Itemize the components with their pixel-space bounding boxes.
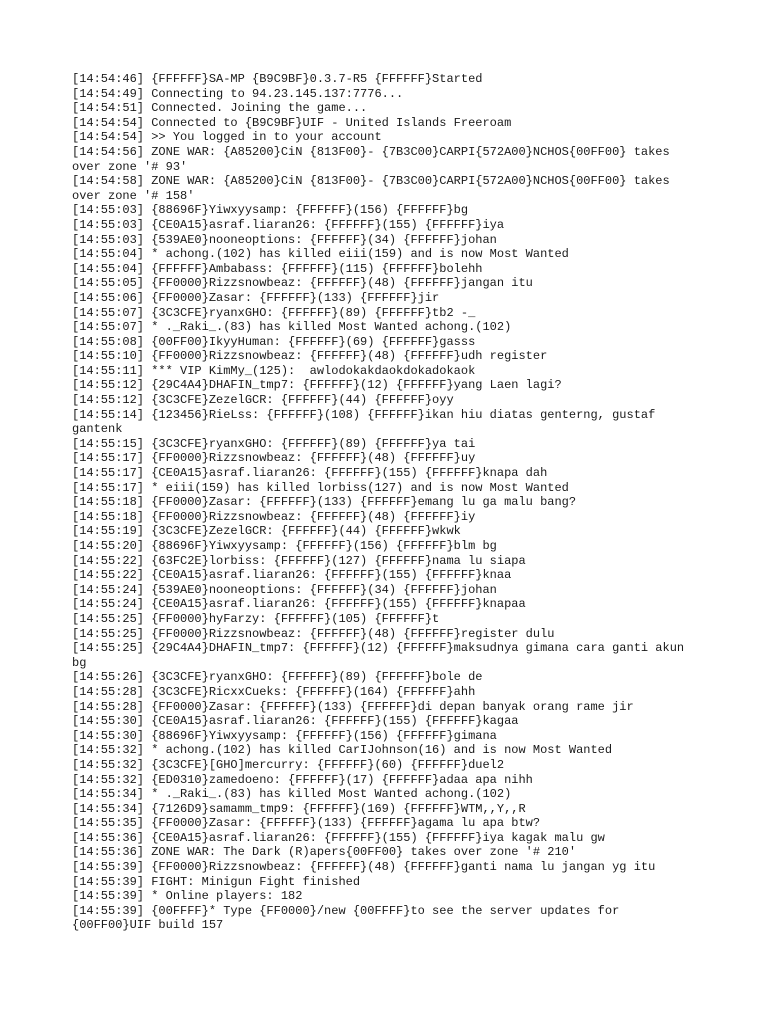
log-line: [14:54:49] Connecting to 94.23.145.137:7776... <box>72 86 404 101</box>
log-line: [14:54:46] {FFFFFF}SA-MP {B9C9BF}0.3.7-R5 {FFFFFF}Started <box>72 72 483 86</box>
log-line: [14:55:36] {CE0A15}asraf.liaran26: {FFFFFF}(155) {FFFFFF}iya kagak malu gw <box>72 830 605 845</box>
log-line: [14:55:20] {88696F}Yiwxyysamp: {FFFFFF}(156) {FFFFFF}blm bg <box>72 539 497 553</box>
log-line: [14:55:25] {FF0000}hyFarzy: {FFFFFF}(105) {FFFFFF}t <box>72 611 440 626</box>
log-line: [14:55:35] {FF0000}Zasar: {FFFFFF}(133) {FFFFFF}agama lu apa btw? <box>72 816 541 831</box>
log-line: [14:55:32] * achong.(102) has killed CarIJohnson(16) and is now Most Wanted <box>72 743 613 758</box>
log-line: [14:54:51] Connected. Joining the game... <box>72 101 368 116</box>
log-line: [14:55:17] {FF0000}Rizzsnowbeaz: {FFFFFF}(48) {FFFFFF}uy <box>72 451 476 466</box>
log-line: [14:55:07] * ._Raki_.(83) has killed Most Wanted achong.(102) <box>72 320 512 335</box>
log-line: [14:55:12] {29C4A4}DHAFIN_tmp7: {FFFFFF}(12) {FFFFFF}yang Laen lagi? <box>72 378 562 393</box>
log-line: [14:55:03] {CE0A15}asraf.liaran26: {FFFFFF}(155) {FFFFFF}iya <box>72 217 505 232</box>
log-line: [14:55:24] {539AE0}nooneoptions: {FFFFFF}(34) {FFFFFF}johan <box>72 582 497 597</box>
log-line: [14:55:36] ZONE WAR: The Dark (R)apers{00FF00} takes over zone '# 210' <box>72 845 577 860</box>
log-line: [14:55:25] {29C4A4}DHAFIN_tmp7: {FFFFFF}(12) {FFFFFF}maksudnya gimana cara ganti akun bg <box>72 641 692 670</box>
log-line: [14:55:22] {63FC2E}lorbiss: {FFFFFF}(127) {FFFFFF}nama lu siapa <box>72 553 526 568</box>
log-line: [14:54:54] >> You logged in to your account <box>72 130 382 145</box>
chat-log <box>72 72 704 933</box>
log-line: [14:55:05] {FF0000}Rizzsnowbeaz: {FFFFFF}(48) {FFFFFF}jangan itu <box>72 276 533 291</box>
log-line: [14:55:34] {7126D9}samamm_tmp9: {FFFFFF}(169) {FFFFFF}WTM,,Y,,R <box>72 801 526 816</box>
log-line: [14:55:15] {3C3CFE}ryanxGHO: {FFFFFF}(89) {FFFFFF}ya tai <box>72 436 476 451</box>
log-line: [14:55:32] {ED0310}zamedoeno: {FFFFFF}(17) {FFFFFF}adaa apa nihh <box>72 772 533 787</box>
log-line: [14:55:32] {3C3CFE}[GHO]mercurry: {FFFFFF}(60) {FFFFFF}duel2 <box>72 757 505 772</box>
log-line: [14:54:58] ZONE WAR: {A85200}CiN {813F00}- {7B3C00}CARPI{572A00}NCHOS{00FF00} takes over zone '# 158' <box>72 174 677 203</box>
log-line: [14:55:17] {CE0A15}asraf.liaran26: {FFFFFF}(155) {FFFFFF}knapa dah <box>72 466 548 481</box>
log-line: [14:55:14] {123456}RieLss: {FFFFFF}(108) {FFFFFF}ikan hiu diatas genterng, gustaf gantenk <box>72 407 663 437</box>
log-line: [14:55:03] {88696F}Yiwxyysamp: {FFFFFF}(156) {FFFFFF}bg <box>72 203 469 218</box>
log-line: [14:55:07] {3C3CFE}ryanxGHO: {FFFFFF}(89) {FFFFFF}tb2 -_ <box>72 305 476 320</box>
log-line: [14:55:11] *** VIP KimMy_(125): awlodokakdaokdokadokaok <box>72 363 476 378</box>
log-line: [14:55:30] {88696F}Yiwxyysamp: {FFFFFF}(156) {FFFFFF}gimana <box>72 728 497 743</box>
log-line: [14:55:39] {FF0000}Rizzsnowbeaz: {FFFFFF}(48) {FFFFFF}ganti nama lu jangan yg itu <box>72 860 656 875</box>
log-line: [14:55:30] {CE0A15}asraf.liaran26: {FFFFFF}(155) {FFFFFF}kagaa <box>72 714 519 729</box>
log-line: [14:55:39] FIGHT: Minigun Fight finished <box>72 874 361 889</box>
log-line: [14:55:08] {00FF00}IkyyHuman: {FFFFFF}(69) {FFFFFF}gasss <box>72 334 476 349</box>
log-line: [14:55:18] {FF0000}Rizzsnowbeaz: {FFFFFF}(48) {FFFFFF}iy <box>72 509 476 524</box>
log-line: [14:55:22] {CE0A15}asraf.liaran26: {FFFFFF}(155) {FFFFFF}knaa <box>72 568 512 583</box>
log-line: [14:55:04] * achong.(102) has killed eiii(159) and is now Most Wanted <box>72 247 569 262</box>
log-line: [14:55:12] {3C3CFE}ZezelGCR: {FFFFFF}(44) {FFFFFF}oyy <box>72 393 454 408</box>
log-line: [14:54:56] ZONE WAR: {A85200}CiN {813F00}- {7B3C00}CARPI{572A00}NCHOS{00FF00} takes over zone '# 93' <box>72 144 677 174</box>
log-line: [14:55:39] {00FFFF}* Type {FF0000}/new {00FFFF}to see the server updates for {00FF00}UIF build 157 <box>72 903 627 933</box>
log-line: [14:55:17] * eiii(159) has killed lorbiss(127) and is now Most Wanted <box>72 480 569 495</box>
log-line: [14:55:39] * Online players: 182 <box>72 889 303 904</box>
log-line: [14:55:24] {CE0A15}asraf.liaran26: {FFFFFF}(155) {FFFFFF}knapaa <box>72 597 526 612</box>
log-line: [14:55:10] {FF0000}Rizzsnowbeaz: {FFFFFF}(48) {FFFFFF}udh register <box>72 349 548 364</box>
log-line: [14:55:03] {539AE0}nooneoptions: {FFFFFF}(34) {FFFFFF}johan <box>72 232 497 247</box>
log-line: [14:55:28] {3C3CFE}RicxxCueks: {FFFFFF}(164) {FFFFFF}ahh <box>72 684 476 699</box>
log-line: [14:55:18] {FF0000}Zasar: {FFFFFF}(133) {FFFFFF}emang lu ga malu bang? <box>72 495 577 510</box>
log-line: [14:55:34] * ._Raki_.(83) has killed Most Wanted achong.(102) <box>72 787 512 802</box>
log-line: [14:55:26] {3C3CFE}ryanxGHO: {FFFFFF}(89) {FFFFFF}bole de <box>72 670 483 685</box>
log-line: [14:55:19] {3C3CFE}ZezelGCR: {FFFFFF}(44) {FFFFFF}wkwk <box>72 524 461 539</box>
log-line: [14:55:25] {FF0000}Rizzsnowbeaz: {FFFFFF}(48) {FFFFFF}register dulu <box>72 626 555 641</box>
log-line: [14:55:06] {FF0000}Zasar: {FFFFFF}(133) {FFFFFF}jir <box>72 290 440 305</box>
log-line: [14:55:04] {FFFFFF}Ambabass: {FFFFFF}(115) {FFFFFF}bolehh <box>72 261 483 276</box>
log-line: [14:54:54] Connected to {B9C9BF}UIF - United Islands Freeroam <box>72 115 512 130</box>
log-line: [14:55:28] {FF0000}Zasar: {FFFFFF}(133) {FFFFFF}di depan banyak orang rame jir <box>72 699 634 714</box>
